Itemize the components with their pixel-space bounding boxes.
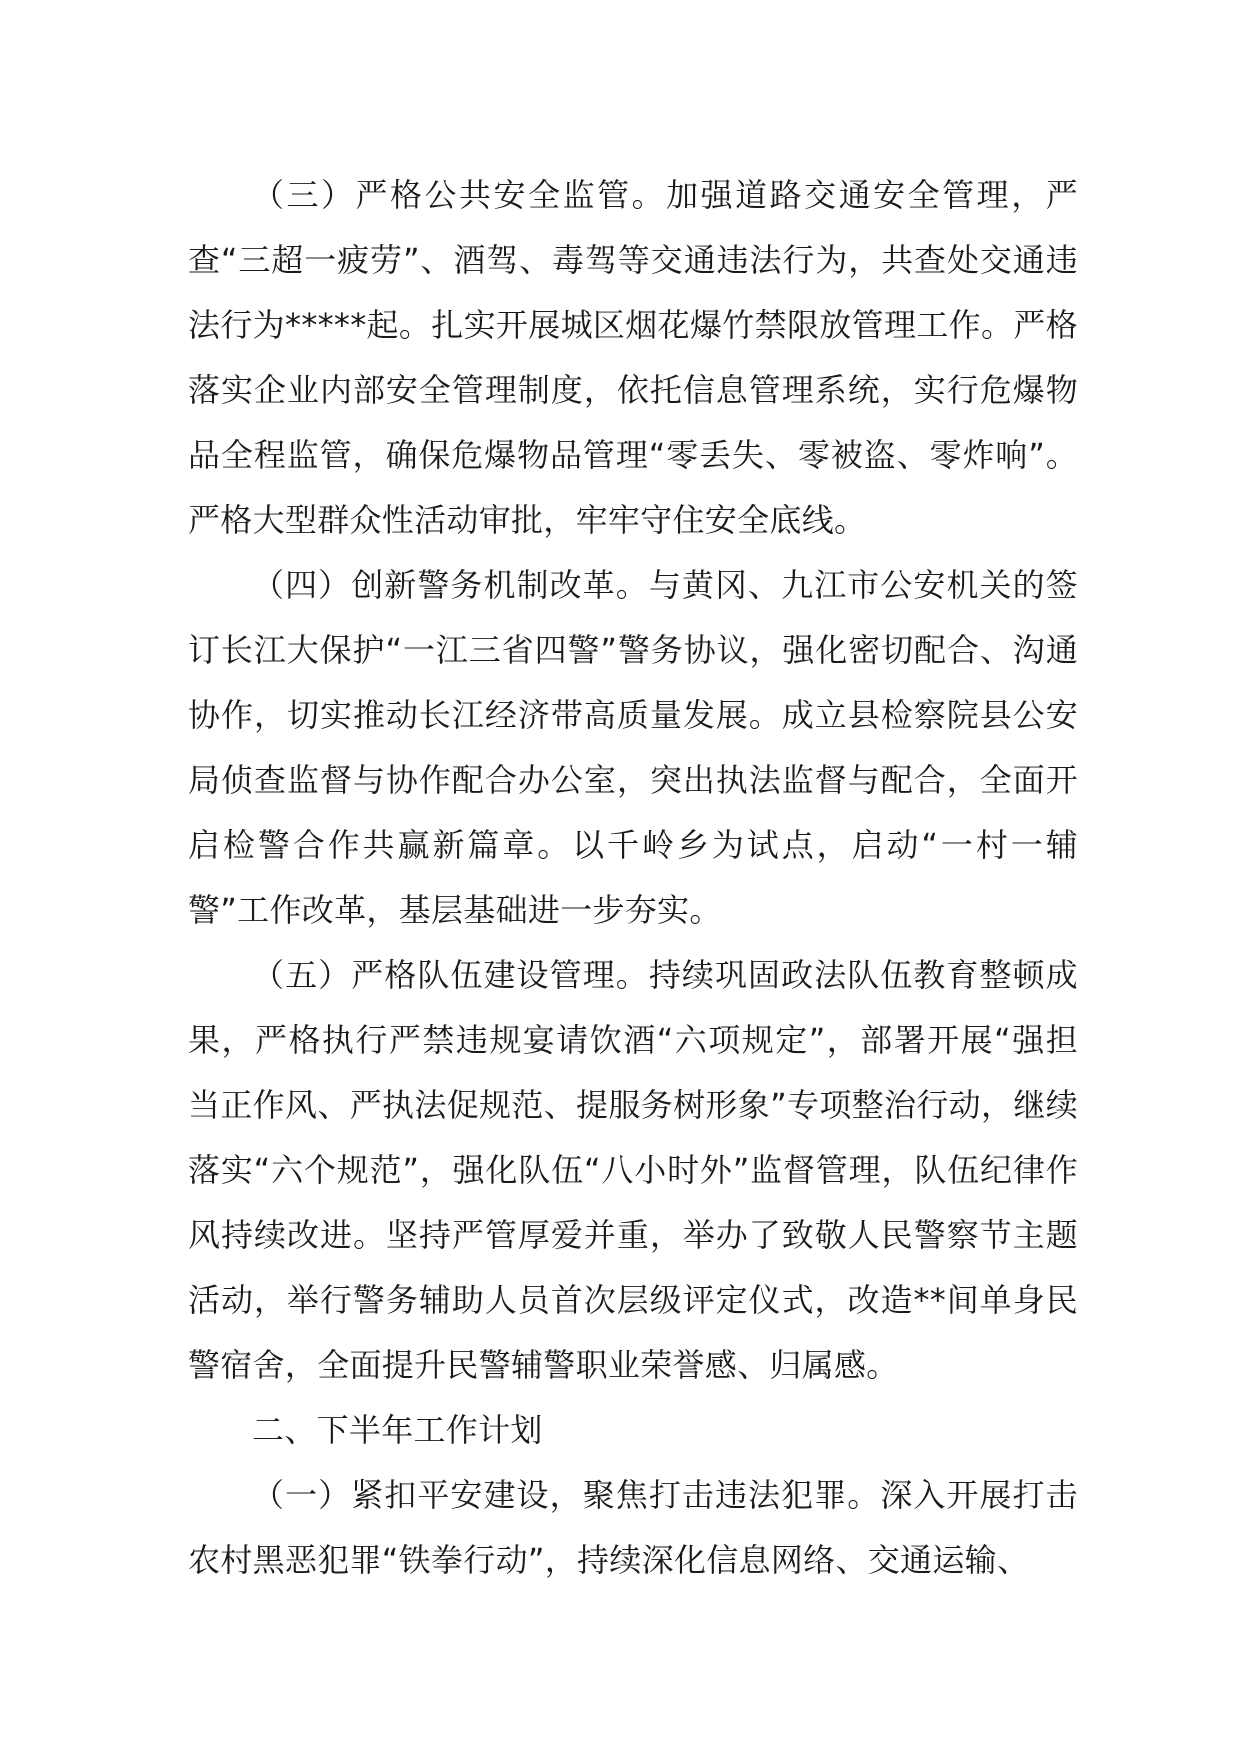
- document-body: [188, 163, 1078, 1593]
- paragraph-crime-crackdown: （一）紧扣平安建设，聚焦打击违法犯罪。深入开展打击农村黑恶犯罪“铁拳行动”，持续深化信息网络、交通运输、: [188, 1476, 1078, 1579]
- paragraph-public-safety: （三）严格公共安全监管。加强道路交通安全管理，严查“三超一疲劳”、酒驾、毒驾等交通违法行为，共查处交通违法行为*****起。扎实开展城区烟花爆竹禁限放管理工作。严格落实企业内部安全管理制度，依托信息管理系统，实行危爆物品全程监管，确保危爆物品管理“零丢失、零被盗、零炸响”。严格大型群众性活动审批，牢牢守住安全底线。: [188, 176, 1078, 539]
- paragraph-policing-reform: （四）创新警务机制改革。与黄冈、九江市公安机关的签订长江大保护“一江三省四警”警务协议，强化密切配合、沟通协作，切实推动长江经济带高质量发展。成立县检察院县公安局侦查监督与协作配合办公室，突出执法监督与配合，全面开启检警合作共赢新篇章。以千岭乡为试点，启动“一村一辅警”工作改革，基层基础进一步夯实。: [188, 566, 1078, 929]
- section-heading-second-half-plan: 二、下半年工作计划: [252, 1411, 543, 1449]
- paragraph-team-building: （五）严格队伍建设管理。持续巩固政法队伍教育整顿成果，严格执行严禁违规宴请饮酒“六项规定”，部署开展“强担当正作风、严执法促规范、提服务树形象”专项整治行动，继续落实“六个规范”，强化队伍“八小时外”监督管理，队伍纪律作风持续改进。坚持严管厚爱并重，举办了致敬人民警察节主题活动，举行警务辅助人员首次层级评定仪式，改造**间单身民警宿舍，全面提升民警辅警职业荣誉感、归属感。: [188, 956, 1078, 1384]
